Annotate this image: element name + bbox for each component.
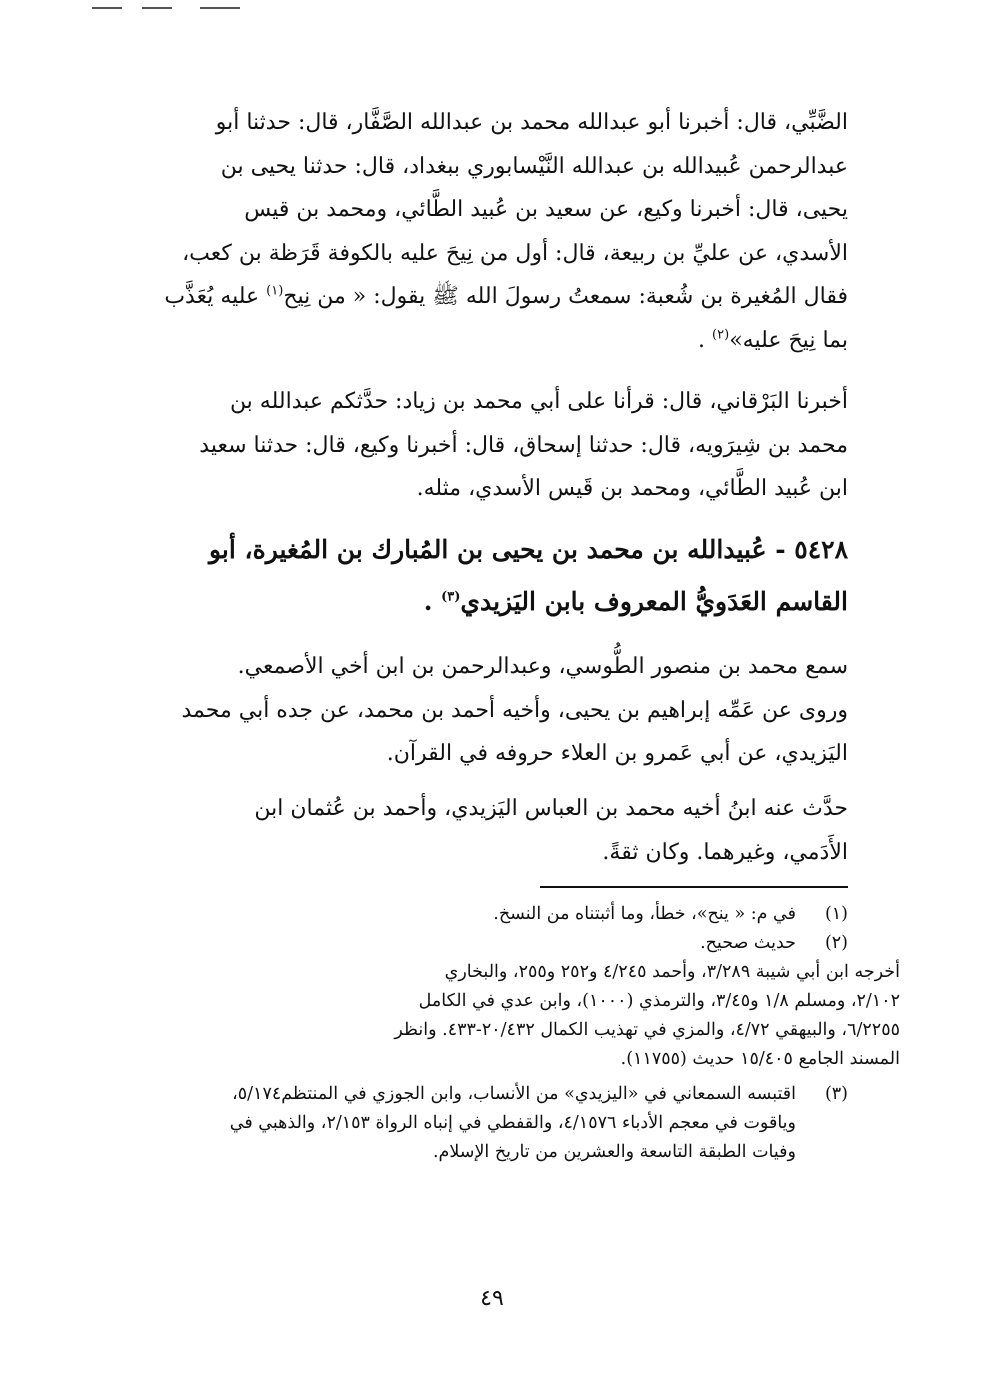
text-span: فقال المُغيرة بن شُعبة: سمعتُ رسولَ الله ﷺ يقول: « من نِيح <box>283 284 848 309</box>
text-line: الأسدي، عن عليِّ بن ربيعة، قال: أول من نِيحَ عليه بالكوفة قَرَظة بن كعب، <box>182 240 848 266</box>
top-scan-mark <box>142 7 172 9</box>
top-scan-mark <box>200 7 240 9</box>
paragraph-3 <box>130 645 848 776</box>
footnote-separator <box>540 886 848 888</box>
footnote-ref-1[interactable]: (١) <box>266 283 284 299</box>
text-line: الأَدَمي، وغيرهما. وكان ثقةً. <box>602 839 848 865</box>
footnote-line: اقتبسه السمعاني في «اليزيدي» من الأنساب، وابن الجوزي في المنتظم٥/١٧٤، <box>232 1084 796 1104</box>
text-line: الضَّبِّي، قال: أخبرنا أبو عبدالله محمد بن عبدالله الصَّفَّار، قال: حدثنا أبو <box>215 110 848 135</box>
paragraph-4 <box>130 787 848 874</box>
footnote-body <box>130 929 796 958</box>
page-number: ٤٩ <box>480 1286 504 1311</box>
footnote-ref-2[interactable]: (٢) <box>712 327 730 343</box>
footnote-ref-3[interactable]: (٣) <box>441 589 461 605</box>
text-span: القاسم العَدَويُّ المعروف بابن اليَزيدي <box>460 587 848 616</box>
text-line: عبدالرحمن عُبيدالله بن عبدالله النَّيْسابوري ببغداد، قال: حدثنا يحيى بن <box>220 153 848 179</box>
top-scan-mark <box>92 7 122 9</box>
footnote-line: وفيات الطبقة التاسعة والعشرين من تاريخ الإسلام. <box>432 1142 796 1162</box>
text-line: حدَّث عنه ابنُ أخيه محمد بن العباس اليَزيدي، وأحمد بن عُثمان ابن <box>254 796 848 821</box>
text-line <box>130 275 848 319</box>
footnote-line: ٦/٢٢٥٥، والبيهقي ٤/٧٢، والمزي في تهذيب الكمال ٢٠/٤٣٢-٤٣٣. وانظر <box>394 1020 900 1040</box>
text-line: أخبرنا البَرْقاني، قال: قرأنا على أبي محمد بن زياد: حدَّثكم عبدالله بن <box>229 389 848 414</box>
text-span: . <box>423 587 442 616</box>
footnote-line: حديث صحيح. <box>700 933 796 953</box>
text-line: سمع محمد بن منصور الطُّوسي، وعبدالرحمن بن ابن أخي الأصمعي. <box>237 654 848 679</box>
heading-line <box>130 576 848 628</box>
footnote-number: (١) <box>824 904 848 924</box>
footnote-number: (٣) <box>824 1084 848 1104</box>
footnote-body <box>130 900 796 929</box>
heading-line: ٥٤٢٨ - عُبيدالله بن محمد بن يحيى بن المُبارك بن المُغيرة، أبو <box>209 535 848 564</box>
paragraph-2 <box>130 380 848 511</box>
footnote-2 <box>130 929 848 958</box>
text-span: بما نِيحَ عليه» <box>729 327 848 353</box>
footnote-body <box>142 958 900 1074</box>
footnote-line: في م: « ينح»، خطأ، وما أثبتناه من النسخ. <box>493 904 796 924</box>
footnote-line: وياقوت في معجم الأدباء ٤/١٥٧٦، والقفطي في إنباه الرواة ٢/١٥٣، والذهبي في <box>229 1113 796 1133</box>
text-line: محمد بن شِيرَويه، قال: حدثنا إسحاق، قال: أخبرنا وكيع، قال: حدثنا سعيد <box>199 432 848 458</box>
footnote-2-continuation <box>130 958 900 1074</box>
text-line <box>130 319 848 363</box>
entry-heading <box>130 524 848 628</box>
paragraph-1 <box>130 101 848 362</box>
footnote-line: أخرجه ابن أبي شيبة ٣/٢٨٩، وأحمد ٤/٢٤٥ و٢٥٢ و٢٥٥، والبخاري <box>444 962 900 982</box>
footnote-line: المسند الجامع ١٥/٤٠٥ حديث (١١٧٥٥). <box>620 1049 900 1069</box>
text-span: عليه يُعَذَّب <box>164 284 267 309</box>
text-line: ابن عُبيد الطَّائي، ومحمد بن قَيس الأسدي، مثله. <box>416 476 848 501</box>
text-line: يحيى، قال: أخبرنا وكيع، عن سعيد بن عُبيد الطَّائي، ومحمد بن قيس <box>244 197 848 222</box>
text-span: . <box>698 327 713 353</box>
footnotes <box>130 900 900 1167</box>
footnote-line: ٢/١٠٢، ومسلم ١/٨ و٣/٤٥، والترمذي (١٠٠٠)، وابن عدي في الكامل <box>418 991 900 1011</box>
text-line: وروى عن عَمِّه إبراهيم بن يحيى، وأخيه أحمد بن محمد، عن جده أبي محمد <box>181 697 848 723</box>
text-line: اليَزيدي، عن أبي عَمرو بن العلاء حروفه في القرآن. <box>386 741 848 766</box>
footnote-number: (٢) <box>824 933 848 953</box>
footnote-body <box>130 1080 796 1167</box>
footnote-3 <box>130 1080 848 1167</box>
footnote-1 <box>130 900 848 929</box>
